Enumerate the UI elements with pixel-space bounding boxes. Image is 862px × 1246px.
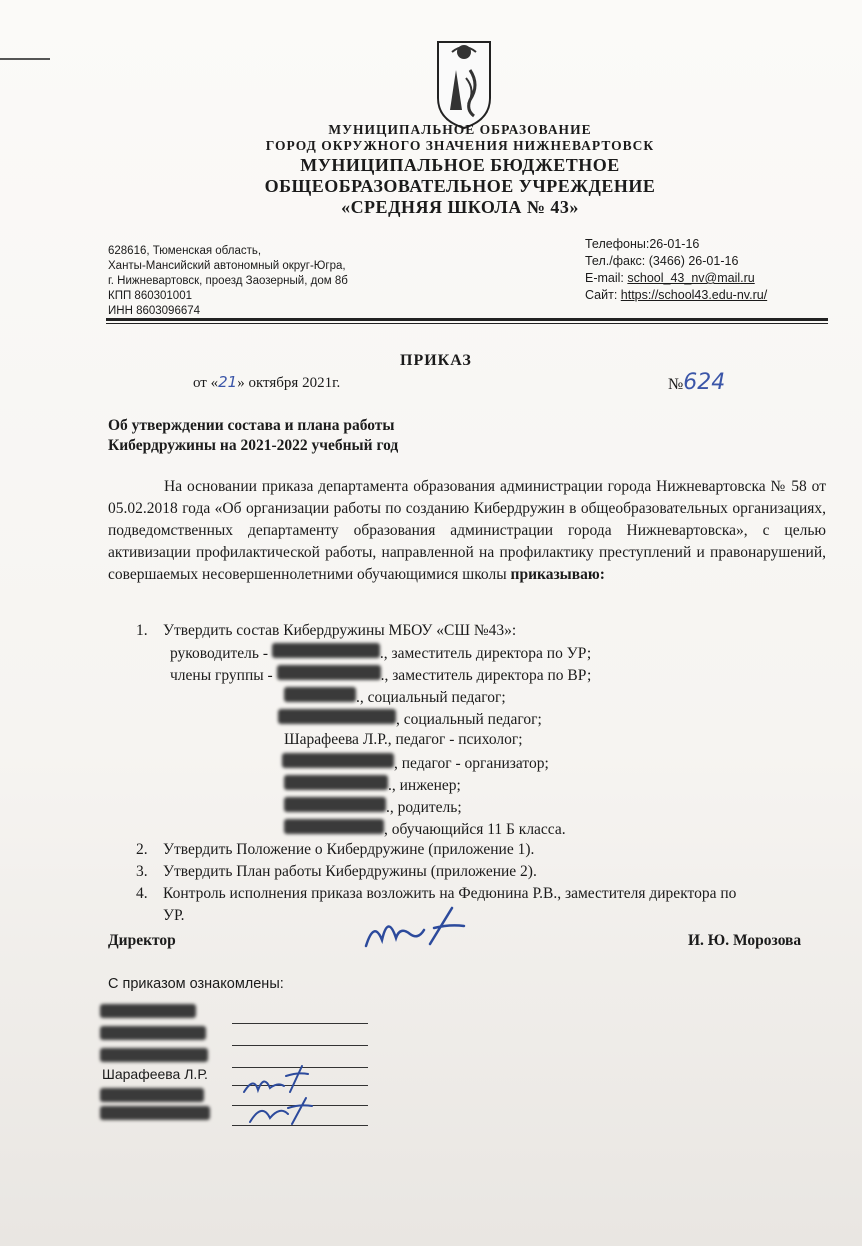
item-3-text: Утвердить План работы Кибердружины (приложение 2).	[163, 863, 537, 880]
member-8-role: , обучающийся 11 Б класса.	[384, 821, 566, 838]
members-row	[170, 665, 591, 685]
member-5-role: , педагог - организатор;	[394, 755, 549, 772]
redacted-name	[100, 1004, 196, 1018]
member-3-role: , социальный педагог;	[396, 711, 542, 728]
item-1-text: Утвердить состав Кибердружины МБОУ «СШ №43»:	[163, 622, 517, 639]
member-2-role: ., социальный педагог;	[356, 689, 506, 706]
director-role: Директор	[108, 932, 176, 949]
ack-signature-icon	[240, 1062, 320, 1132]
number-label: №	[668, 376, 684, 393]
subject-line-1: Об утверждении состава и плана работы	[108, 417, 395, 434]
ack-name: Шарафеева Л.Р.	[102, 1066, 208, 1082]
ack-name-redacted	[100, 1026, 206, 1043]
ack-name-redacted	[100, 1048, 208, 1065]
order-subject	[108, 416, 398, 456]
ack-name-redacted	[100, 1088, 204, 1105]
redacted-name	[100, 1106, 210, 1120]
contacts-block	[585, 236, 767, 304]
site-label: Сайт:	[585, 288, 621, 302]
member-row	[284, 797, 462, 817]
leader-row	[170, 643, 591, 663]
member-7-role: ., родитель;	[386, 799, 462, 816]
date-prefix: от «	[193, 375, 219, 391]
ack-signature-line	[232, 1045, 368, 1046]
redacted-name	[100, 1088, 204, 1102]
email-label: E-mail:	[585, 271, 628, 285]
phones: Телефоны:26-01-16	[585, 237, 700, 251]
leader-label: руководитель -	[170, 645, 272, 662]
address-line: 628616, Тюменская область,	[108, 245, 262, 257]
header-line-4: ОБЩЕОБРАЗОВАТЕЛЬНОЕ УЧРЕЖДЕНИЕ	[264, 176, 656, 196]
order-title: ПРИКАЗ	[400, 352, 472, 369]
redacted-name	[278, 709, 396, 724]
header-line-3: МУНИЦИПАЛЬНОЕ БЮДЖЕТНОЕ	[300, 155, 620, 175]
email-link[interactable]: school_43_nv@mail.ru	[627, 271, 755, 285]
members-label: члены группы -	[170, 667, 277, 684]
ack-name-redacted	[100, 1106, 210, 1123]
member-row	[284, 775, 461, 795]
preamble	[108, 476, 826, 586]
header-rule	[106, 318, 828, 321]
member-row	[284, 819, 566, 839]
member-4: Шарафеева Л.Р., педагог - психолог;	[284, 731, 523, 748]
header-line-1: МУНИЦИПАЛЬНОЕ ОБРАЗОВАНИЕ	[328, 122, 592, 137]
member-1-role: ., заместитель директора по ВР;	[380, 667, 592, 684]
redacted-name	[100, 1026, 206, 1040]
item-2-number: 2.	[136, 841, 148, 858]
item-3-number: 3.	[136, 863, 148, 880]
ack-name-redacted	[100, 1004, 196, 1021]
director-signature-icon	[360, 900, 470, 960]
address-line: Ханты-Мансийский автономный округ-Югра,	[108, 260, 346, 272]
leader-role: ., заместитель директора по УР;	[379, 645, 592, 662]
redacted-name	[284, 797, 386, 812]
redacted-name	[284, 819, 384, 834]
redacted-name	[282, 753, 394, 768]
subject-line-2: Кибердружины на 2021-2022 учебный год	[108, 437, 399, 454]
date-suffix: » октября 2021г.	[237, 375, 341, 391]
director-name: И. Ю. Морозова	[688, 932, 802, 949]
item-4-text-cont: УР.	[163, 907, 185, 924]
address-line: КПП 860301001	[108, 290, 192, 302]
address-line: ИНН 8603096674	[108, 305, 201, 317]
preamble-text: На основании приказа департамента образования администрации города Нижневартовска № 58 от 05.02.2018 года «Об организации работы по созданию Кибердружин в общеобразовательных организациях, подведомственных департаменту образования администрации города Нижневартовска», с целью активизации профилактической работы, направленной на профилактику преступлений и правонарушений, совершаемых несовершеннолетними обучающимися школы	[108, 478, 826, 583]
corner-mark	[0, 58, 50, 60]
preamble-bold: приказываю:	[510, 566, 605, 583]
address-block	[108, 244, 348, 319]
header-line-5: «СРЕДНЯЯ ШКОЛА № 43»	[341, 197, 579, 217]
item-4-text: Контроль исполнения приказа возложить на Федюнина Р.В., заместителя директора по	[163, 885, 737, 902]
order-number	[668, 370, 725, 395]
member-row	[282, 753, 549, 773]
order-date	[193, 373, 340, 392]
member-row	[278, 709, 542, 729]
fax: Тел./факс: (3466) 26-01-16	[585, 254, 739, 268]
header-line-2: ГОРОД ОКРУЖНОГО ЗНАЧЕНИЯ НИЖНЕВАРТОВСК	[265, 138, 655, 153]
site-link[interactable]: https://school43.edu-nv.ru/	[620, 288, 768, 302]
header-rule-thin	[106, 323, 828, 324]
item-1-number: 1.	[136, 622, 148, 639]
member-6-role: ., инженер;	[388, 777, 461, 794]
redacted-name	[272, 643, 380, 658]
coat-of-arms-icon	[436, 40, 492, 130]
redacted-name	[284, 775, 388, 790]
date-day: 21	[218, 373, 238, 391]
ack-signature-line	[232, 1023, 368, 1024]
ack-title: С приказом ознакомлены:	[108, 976, 284, 992]
number-value: 624	[683, 370, 726, 395]
redacted-name	[100, 1048, 208, 1062]
address-line: г. Нижневартовск, проезд Заозерный, дом 8б	[108, 275, 348, 287]
redacted-name	[284, 687, 356, 702]
item-4-number: 4.	[136, 885, 148, 902]
redacted-name	[277, 665, 381, 680]
member-row	[284, 687, 506, 707]
item-2-text: Утвердить Положение о Кибердружине (приложение 1).	[163, 841, 535, 858]
